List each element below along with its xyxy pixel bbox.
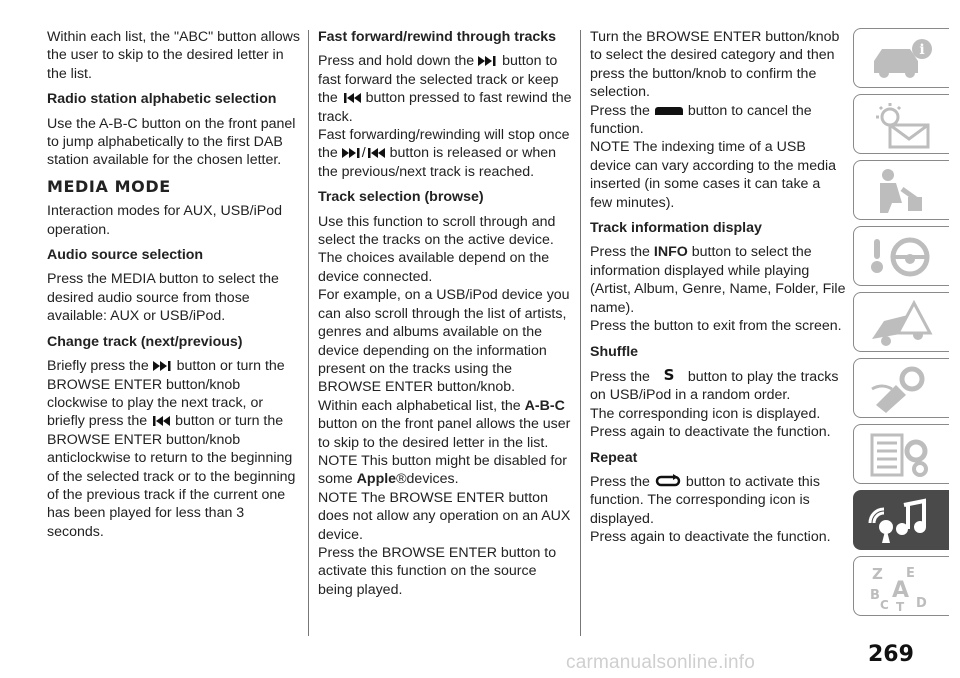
paragraph-fast-forward [318, 52, 574, 181]
paragraph-source: Press the MEDIA button to select the desired audio source from those available: AUX or USB/iPod. [47, 271, 279, 325]
column-1 [47, 28, 301, 548]
svg-text:A: A [892, 578, 910, 603]
paragraph-info-exit: Press the button to exit from the screen. [590, 318, 842, 335]
previous-track-icon [342, 92, 362, 104]
heading-track-selection: Track selection (browse) [318, 189, 484, 206]
heading-media-mode: MEDIA MODE [47, 176, 171, 196]
heading-shuffle: Shuffle [590, 343, 639, 360]
tab-car-info[interactable] [853, 28, 949, 88]
text-fragment: button to fast forward the selected track or keep the [318, 53, 559, 107]
text-fragment: button to play the tracks on USB/iPod in a random order. [590, 368, 839, 404]
tab-multimedia[interactable] [853, 490, 949, 550]
note-aux: NOTE The BROWSE ENTER button does not allow any operation on an AUX device. [318, 489, 571, 543]
svg-text:E: E [906, 566, 915, 581]
shuffle-icon [654, 367, 684, 383]
heading-repeat: Repeat [590, 449, 638, 466]
text-fragment-bold: A-B-C [524, 397, 565, 414]
technical-data-icon [868, 431, 938, 479]
note-apple [318, 452, 574, 489]
tab-technical-data[interactable] [853, 424, 949, 484]
maintenance-icon [868, 365, 938, 413]
heading-change-track: Change track (next/previous) [47, 333, 243, 350]
text-fragment-bold: Apple [356, 471, 397, 488]
text-fragment: button or turn the BROWSE ENTER button/knob clockwise to play the next track, or briefly press the [47, 358, 285, 430]
next-track-icon [342, 147, 362, 159]
paragraph-media: Interaction modes for AUX, USB/iPod operation. [47, 203, 282, 238]
page-number: 269 [868, 642, 914, 667]
chapter-tabs [853, 28, 951, 622]
next-track-icon [153, 360, 173, 372]
note-indexing: NOTE The indexing time of a USB device can vary according to the media inserted (in some cases it can take a few minutes). [590, 139, 837, 211]
svg-text:D: D [916, 596, 927, 611]
car-info-icon [868, 35, 938, 83]
paragraph-cancel [590, 102, 846, 139]
svg-text:B: B [870, 588, 880, 603]
text-fragment: Press the [590, 368, 650, 385]
text-fragment: NOTE This button might be disabled for some [318, 452, 567, 488]
paragraph-repeat-deactivate: Press again to deactivate the function. [590, 529, 831, 546]
paragraph-shuffle-deactivate: Press again to deactivate the function. [590, 424, 831, 441]
paragraph-browse-1: Use this function to scroll through and select the tracks on the active device. The choices available depend on the device connected. [318, 213, 556, 285]
repeat-icon [654, 474, 682, 488]
text-fragment: Press the [590, 473, 650, 490]
column-divider-left [308, 30, 309, 636]
tab-index[interactable] [853, 556, 949, 616]
index-icon [868, 563, 938, 611]
paragraph-repeat [590, 473, 846, 528]
multimedia-icon [868, 497, 938, 545]
text-fragment: button to select the information displayed while playing (Artist, Album, Genre, Name, Folder, File name). [590, 244, 846, 316]
paragraph-browse-2: For example, on a USB/iPod device you can also scroll through the list of artists, genres and albums available on the device depending on the information present on the tracks using the BROWSE ENTER button/knob. [318, 287, 570, 396]
text-fragment: ®devices. [396, 471, 459, 488]
svg-text:S: S [663, 366, 675, 383]
svg-text:Z: Z [872, 565, 883, 583]
paragraph-change-track [47, 357, 301, 541]
previous-track-icon [151, 415, 171, 427]
heading-track-information: Track information display [590, 220, 762, 237]
svg-text:T: T [896, 600, 905, 611]
text-fragment: Fast forwarding/rewinding will stop once the [318, 127, 570, 162]
column-divider-right [580, 30, 581, 636]
tab-starting-driving[interactable] [853, 226, 949, 286]
text-fragment: Briefly press the [47, 358, 149, 375]
safety-airbag-icon [868, 167, 938, 215]
paragraph-turn-browse: Turn the BROWSE ENTER button/knob to select the desired category and then press the button/knob to confirm the selection. [590, 29, 840, 101]
back-icon [654, 105, 684, 117]
text-fragment: button pressed to fast rewind the track. [318, 90, 572, 125]
paragraph-browse-3 [318, 397, 574, 452]
warning-lights-icon [868, 101, 938, 149]
text-fragment: Press the [590, 102, 650, 119]
heading-audio-source: Audio source selection [47, 247, 204, 264]
starting-driving-icon [868, 233, 938, 281]
previous-track-icon [366, 147, 386, 159]
text-fragment: button to cancel the function. [590, 102, 812, 138]
paragraph-radio: Use the A-B-C button on the front panel to jump alphabetically to the first DAB station available for the chosen letter. [47, 115, 296, 169]
tab-safety[interactable] [853, 160, 949, 220]
paragraph-shuffle [590, 367, 846, 405]
svg-text:i: i [919, 42, 925, 58]
tab-warning-lights[interactable] [853, 94, 949, 154]
paragraph-abc: Within each list, the "ABC" button allows the user to skip to the desired letter in the list. [47, 29, 300, 82]
text-fragment: button on the front panel allows the user to skip to the desired letter in the list. [318, 416, 571, 451]
tab-emergency[interactable] [853, 292, 949, 352]
watermark: carmanualsonline.info [566, 652, 756, 673]
paragraph-info [590, 243, 846, 317]
next-track-icon [478, 55, 498, 67]
paragraph-shuffle-icon: The corresponding icon is displayed. [590, 405, 821, 422]
heading-radio-alphabetic: Radio station alphabetic selection [47, 91, 277, 108]
text-fragment: Within each alphabetical list, the [318, 397, 521, 414]
paragraph-activate: Press the BROWSE ENTER button to activate this function on the source being played. [318, 544, 557, 598]
text-fragment: Press the [590, 244, 650, 261]
column-2 [318, 28, 574, 606]
text-fragment-bold: INFO [653, 244, 688, 261]
column-3 [590, 28, 846, 554]
tab-maintenance[interactable] [853, 358, 949, 418]
text-fragment: button to activate this function. The corresponding icon is displayed. [590, 473, 820, 527]
text-fragment: button or turn the BROWSE ENTER button/knob anticlockwise to return to the beginning of the selected track or to the beginning of the previous track if the current one has been played for less than 3 seconds. [47, 413, 296, 540]
emergency-icon [868, 299, 938, 347]
heading-fast-forward: Fast forward/rewind through tracks [318, 29, 557, 45]
text-fragment: / [361, 145, 366, 162]
text-fragment: Press and hold down the [318, 53, 475, 70]
text-fragment: button is released or when the previous/next track is reached. [318, 145, 557, 180]
svg-text:C: C [880, 598, 889, 611]
